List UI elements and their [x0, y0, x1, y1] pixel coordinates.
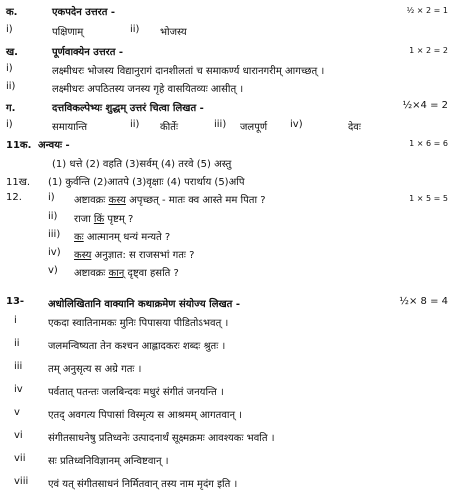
marks: 1 × 2 = 2: [409, 46, 448, 55]
underlined-word: किं: [93, 214, 105, 225]
marks: ½ × 2 = 1: [406, 6, 448, 15]
answer-text: (1) कुर्वन्ति (2)आतपे (3)वृक्षाः (4) परार्थाय (5)अपि: [48, 177, 245, 188]
item-label: ii: [14, 338, 20, 349]
item-label: vii: [14, 453, 26, 464]
marks: ½×4 = 2: [402, 100, 448, 111]
sentence-text: एवं यत् संगीतसाधनं निर्मितवान् तस्य नाम मृदंग इति ।: [48, 479, 238, 490]
sentence-text: पर्वतात् पतन्तः जलबिन्दवः मधुरं संगीतं जनयन्ति ।: [48, 387, 224, 398]
item-label: i): [6, 24, 13, 35]
item-label: ii): [6, 81, 16, 92]
question-text: अष्टावक्रः कान् दृष्ट्वा हसति ?: [74, 268, 179, 279]
item-label: iii): [214, 119, 227, 130]
item-label: iv): [290, 119, 303, 130]
answer-text: पक्षिणाम्: [52, 27, 84, 38]
section-label: ग.: [6, 103, 16, 114]
underlined-word: कस्य: [108, 195, 126, 206]
sentence-text: संगीतसाधनेषु प्रतिध्वनेः उत्पादनार्थं सूक्ष्मक्रमः आवश्यकः भवति ।: [48, 433, 275, 444]
answer-text: समायान्ति: [52, 122, 88, 133]
question-label: 13-: [6, 296, 25, 307]
underlined-word: कान्: [108, 268, 125, 279]
answer-text: (1) धत्ते (2) वहति (3)सर्वम् (4) तरवे (5) अस्तु: [52, 159, 232, 170]
underlined-word: कः: [74, 232, 84, 243]
marks: 1 × 6 = 6: [409, 139, 448, 148]
question-text: कः आत्मानम् धन्यं मन्यते ?: [74, 232, 171, 243]
section-heading: पूर्णवाक्येन उत्तरत -: [52, 47, 124, 58]
answer-text: भोजस्य: [160, 27, 187, 38]
answer-text: लक्ष्मीधरः अपठितस्य जनस्य गृहे वासयितव्यः आसीत् ।: [52, 84, 244, 95]
section-label: ख.: [6, 47, 18, 58]
sentence-text: जलमन्विष्यता तेन कश्चन आह्लादकरः शब्दः श्रुतः ।: [48, 341, 226, 352]
sentence-text: तम् अनुसृत्य स अग्रे गतः ।: [48, 364, 142, 375]
item-label: ii): [130, 24, 140, 35]
section-heading: अधोलिखितानि वाक्यानि कथाक्रमेण संयोज्य लिखत -: [48, 299, 241, 310]
section-heading: एकपदेन उत्तरत -: [52, 7, 116, 18]
item-label: i): [6, 63, 13, 74]
item-label: v: [14, 407, 20, 418]
item-label: ii): [48, 211, 58, 222]
answer-text: कीर्तेः: [160, 122, 178, 133]
item-label: v): [48, 265, 58, 276]
item-label: i: [14, 315, 17, 326]
question-label: 12.: [6, 192, 22, 203]
marks: 1 × 5 = 5: [409, 194, 448, 203]
sentence-text: सः प्रतिध्वनिविज्ञानम् अन्विष्टवान् ।: [48, 456, 169, 467]
item-label: iv): [48, 247, 61, 258]
answer-text: जलपूर्ण: [240, 122, 268, 133]
section-label: क.: [6, 7, 18, 18]
section-heading: दत्तविकल्पेभ्यः शुद्धम् उत्तरं चित्वा लिखत -: [52, 103, 204, 114]
item-label: iv: [14, 384, 23, 395]
question-text: अष्टावक्रः कस्य अपृच्छत् - मातः क्व आस्ते मम पिता ?: [74, 195, 266, 206]
underlined-word: कस्य: [74, 250, 92, 261]
item-label: iii: [14, 361, 23, 372]
question-label: 11ख.: [6, 177, 31, 188]
question-label: 11क.: [6, 140, 32, 151]
item-label: i): [6, 119, 13, 130]
answer-text: देवः: [348, 122, 361, 133]
question-text: राजा किं पृष्टम् ?: [74, 214, 134, 225]
item-label: viii: [14, 476, 29, 487]
sentence-text: एतद् अवगत्य पिपासां विस्मृत्य स आश्रमम् आगतवान् ।: [48, 410, 242, 421]
item-label: vi: [14, 430, 23, 441]
question-text: कस्य अनुज्ञात: स राजसभां गतः ?: [74, 250, 195, 261]
item-label: i): [48, 192, 55, 203]
section-heading: अन्वयः -: [38, 140, 70, 151]
item-label: ii): [130, 119, 140, 130]
sentence-text: एकदा स्वातिनामकः मुनिः पिपासया पीडितोऽभवत् ।: [48, 318, 229, 329]
marks: ½× 8 = 4: [399, 296, 448, 307]
answer-text: लक्ष्मीधरः भोजस्य विद्यानुरागं दानशीलतां च समाकर्ण्य धारानगरीम् आगच्छत् ।: [52, 66, 325, 77]
item-label: iii): [48, 229, 61, 240]
